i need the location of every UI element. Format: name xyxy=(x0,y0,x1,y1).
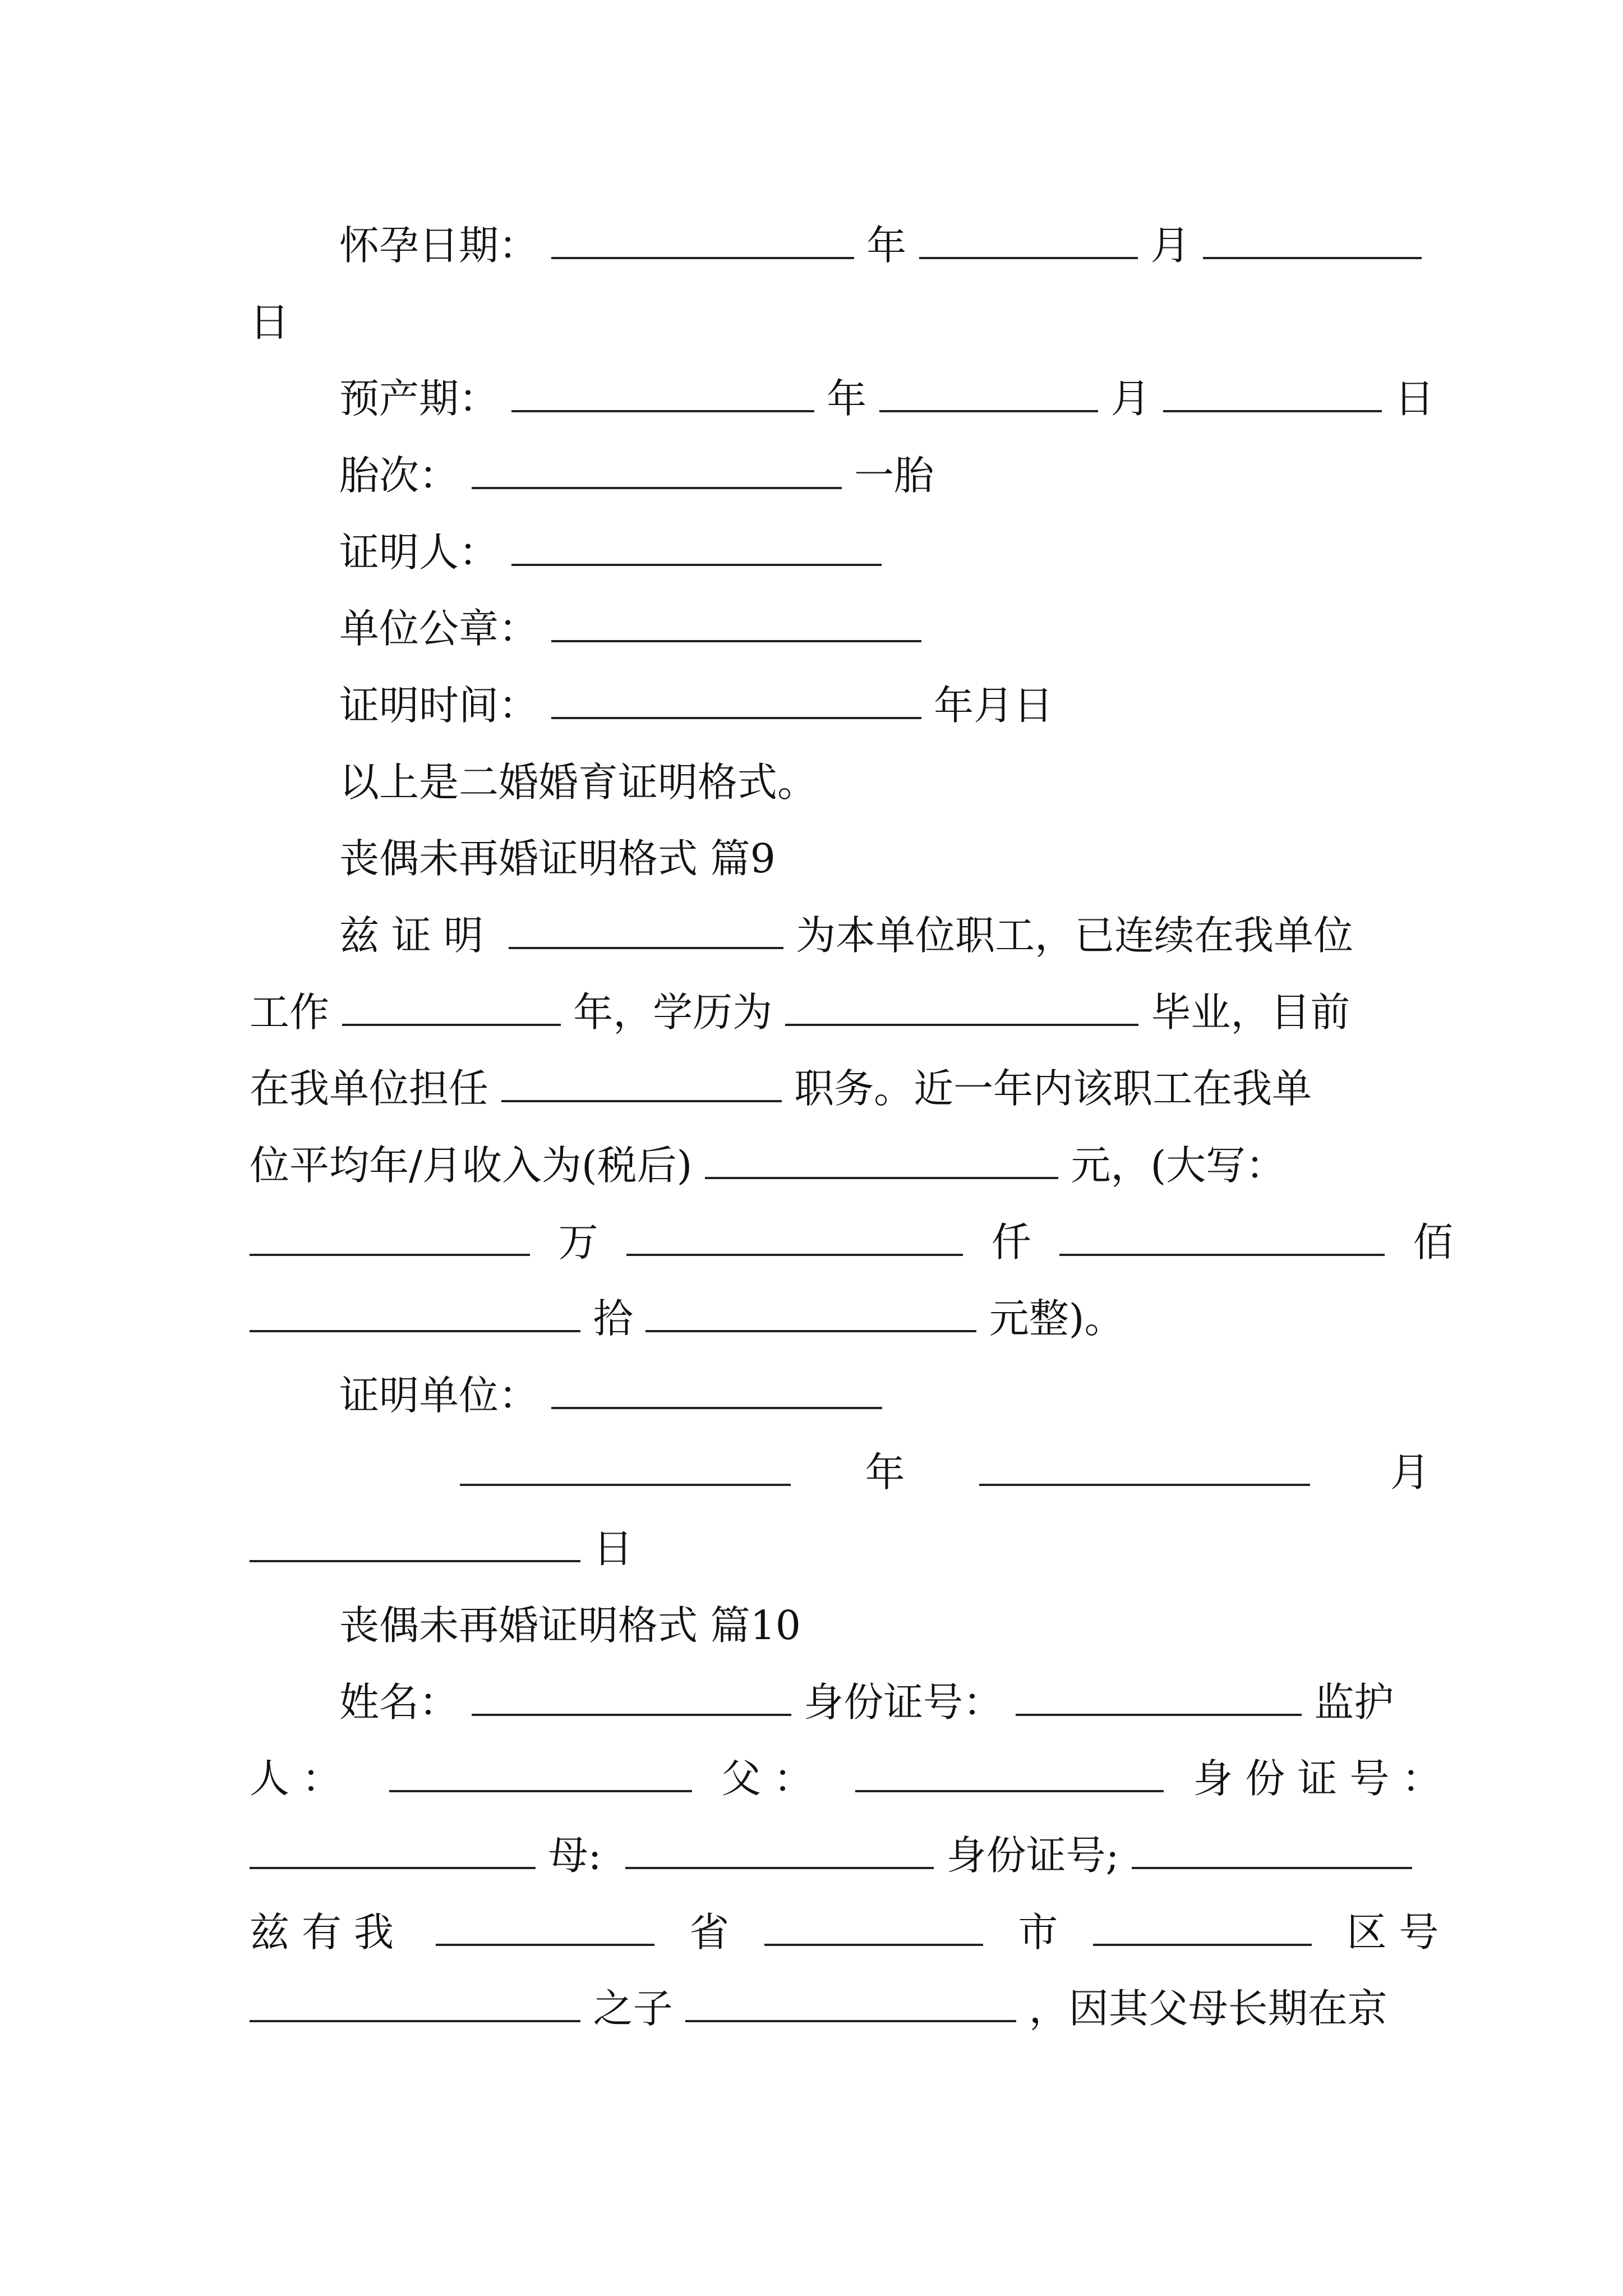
parity-line xyxy=(339,445,934,507)
due-month-label: 月 xyxy=(1110,375,1151,422)
pregnancy-year-blank[interactable] xyxy=(551,217,854,259)
s9-text-graduate: 毕业，目前 xyxy=(1151,989,1350,1036)
s9-yuan-label: 元整)。 xyxy=(989,1295,1124,1342)
s10-line5 xyxy=(250,1978,1387,2040)
witness-label: 证明人： xyxy=(339,529,499,576)
s10-id2-label: 身份证号： xyxy=(1193,1755,1454,1802)
s10-guardian-label1: 监护 xyxy=(1314,1679,1394,1726)
s10-name-blank[interactable] xyxy=(472,1673,791,1716)
s9-text-certify: 兹证明 xyxy=(339,912,496,959)
s10-name-label: 姓名： xyxy=(339,1679,459,1726)
s10-number-blank[interactable] xyxy=(250,1980,580,2022)
s10-city-blank[interactable] xyxy=(764,1903,983,1946)
s9-wan-label: 万 xyxy=(558,1219,598,1266)
pregnancy-date-line xyxy=(339,215,1422,277)
s10-son-blank[interactable] xyxy=(685,1980,1016,2022)
pregnancy-day-blank[interactable] xyxy=(1203,217,1422,259)
cert-time-blank[interactable] xyxy=(551,677,921,719)
due-year-blank[interactable] xyxy=(511,370,814,412)
s9-text-income: 位平均年/月收入为(税后) xyxy=(250,1142,693,1189)
due-day-blank[interactable] xyxy=(1163,370,1382,412)
s9-text-work: 工作 xyxy=(250,989,330,1036)
s10-father-label: 父： xyxy=(721,1755,826,1802)
s10-city-label: 市 xyxy=(1018,1909,1058,1955)
s9-income-blank[interactable] xyxy=(705,1137,1058,1179)
s10-id-blank[interactable] xyxy=(1016,1673,1302,1716)
s9-yuan-blank[interactable] xyxy=(645,1290,976,1332)
pregnancy-day-label: 日 xyxy=(250,299,290,346)
s9-text-degree: 年，学历为 xyxy=(573,989,773,1036)
pregnancy-day-line xyxy=(250,292,289,353)
seal-blank[interactable] xyxy=(551,600,921,642)
s9-year-label: 年 xyxy=(865,1449,905,1496)
s9-qian-blank[interactable] xyxy=(626,1213,963,1256)
s10-province-label: 省 xyxy=(689,1909,730,1955)
s10-father-id-blank[interactable] xyxy=(250,1826,536,1869)
pregnancy-month-label: 月 xyxy=(1150,222,1191,269)
s10-here-label: 兹有我 xyxy=(250,1909,407,1955)
s9-position-blank[interactable] xyxy=(501,1060,782,1102)
s9-wan-blank[interactable] xyxy=(250,1213,530,1256)
seal-line xyxy=(339,598,921,660)
s10-line3 xyxy=(250,1825,1412,1887)
s10-line1 xyxy=(339,1672,1394,1733)
s9-unit-line xyxy=(339,1365,882,1427)
s9-shi-label: 拾 xyxy=(593,1295,633,1342)
s9-line2 xyxy=(250,982,1350,1043)
s10-mother-blank[interactable] xyxy=(625,1826,934,1869)
section9-title-line xyxy=(339,828,776,890)
s10-son-label: 之子 xyxy=(593,1985,673,2032)
s9-qian-label: 仟 xyxy=(991,1219,1031,1266)
s10-father-blank[interactable] xyxy=(855,1750,1164,1792)
s10-guardian-label2: 人： xyxy=(250,1755,354,1802)
s9-line4 xyxy=(250,1135,1285,1197)
s9-day-label: 日 xyxy=(593,1525,633,1572)
s10-id-label: 身份证号： xyxy=(804,1679,1003,1726)
s9-years-blank[interactable] xyxy=(342,983,561,1026)
due-date-label: 预产期： xyxy=(339,375,499,422)
s10-mother-id-blank[interactable] xyxy=(1132,1826,1412,1869)
parity-label: 胎次： xyxy=(339,452,459,499)
cert-time-line xyxy=(339,675,1053,737)
s9-line6 xyxy=(250,1288,1124,1350)
closing-line xyxy=(339,752,817,813)
s10-province-blank[interactable] xyxy=(436,1903,654,1946)
due-month-blank[interactable] xyxy=(879,370,1098,412)
s9-text-yuan: 元，(大写： xyxy=(1071,1142,1286,1189)
parity-suffix: 一胎 xyxy=(854,452,934,499)
parity-blank[interactable] xyxy=(472,447,842,489)
s9-name-blank[interactable] xyxy=(509,907,783,949)
s9-month-blank[interactable] xyxy=(979,1443,1310,1486)
section9-title: 丧偶未再婚证明格式 篇9 xyxy=(339,835,776,882)
seal-label: 单位公章： xyxy=(339,605,539,652)
s10-id3-label: 身份证号; xyxy=(946,1832,1119,1879)
s9-text-duty: 职务。近一年内该职工在我单 xyxy=(794,1065,1312,1112)
section10-title-line xyxy=(339,1595,801,1657)
section10-title: 丧偶未再婚证明格式 篇10 xyxy=(339,1602,801,1649)
s9-day-line xyxy=(250,1518,633,1580)
s9-text-employee: 为本单位职工，已连续在我单位 xyxy=(796,912,1354,959)
pregnancy-year-label: 年 xyxy=(866,222,907,269)
cert-time-label: 证明时间： xyxy=(339,682,539,729)
s9-bai-blank[interactable] xyxy=(1059,1213,1385,1256)
pregnancy-date-label: 怀孕日期： xyxy=(339,222,539,269)
closing-text: 以上是二婚婚育证明格式。 xyxy=(339,759,818,806)
s9-line1 xyxy=(339,905,1353,967)
s9-text-position: 在我单位担任 xyxy=(250,1065,489,1112)
s9-bai-label: 佰 xyxy=(1413,1219,1453,1266)
due-year-label: 年 xyxy=(827,375,867,422)
witness-blank[interactable] xyxy=(511,523,882,566)
s9-date-line xyxy=(460,1442,1430,1503)
s10-district-label: 区号 xyxy=(1347,1909,1451,1955)
s10-tail-text: ，因其父母长期在京 xyxy=(1029,1985,1387,2032)
pregnancy-month-blank[interactable] xyxy=(919,217,1138,259)
cert-time-suffix: 年月日 xyxy=(934,682,1054,729)
s9-line3 xyxy=(250,1058,1312,1120)
s9-degree-blank[interactable] xyxy=(785,983,1138,1026)
witness-line xyxy=(339,522,882,583)
s9-year-blank[interactable] xyxy=(460,1443,791,1486)
s10-district-blank[interactable] xyxy=(1093,1903,1312,1946)
s9-month-label: 月 xyxy=(1390,1449,1430,1496)
s10-line4 xyxy=(250,1902,1451,1963)
s9-day-blank[interactable] xyxy=(250,1520,580,1562)
s10-guardian-blank[interactable] xyxy=(389,1750,692,1792)
s10-mother-label: 母: xyxy=(548,1832,602,1879)
due-day-label: 日 xyxy=(1394,375,1435,422)
s9-shi-blank[interactable] xyxy=(250,1290,580,1332)
s9-unit-label: 证明单位： xyxy=(339,1372,539,1419)
due-date-line xyxy=(339,368,1435,430)
s10-line2 xyxy=(250,1748,1454,1810)
s9-unit-blank[interactable] xyxy=(551,1366,882,1409)
s9-line5 xyxy=(250,1212,1453,1273)
